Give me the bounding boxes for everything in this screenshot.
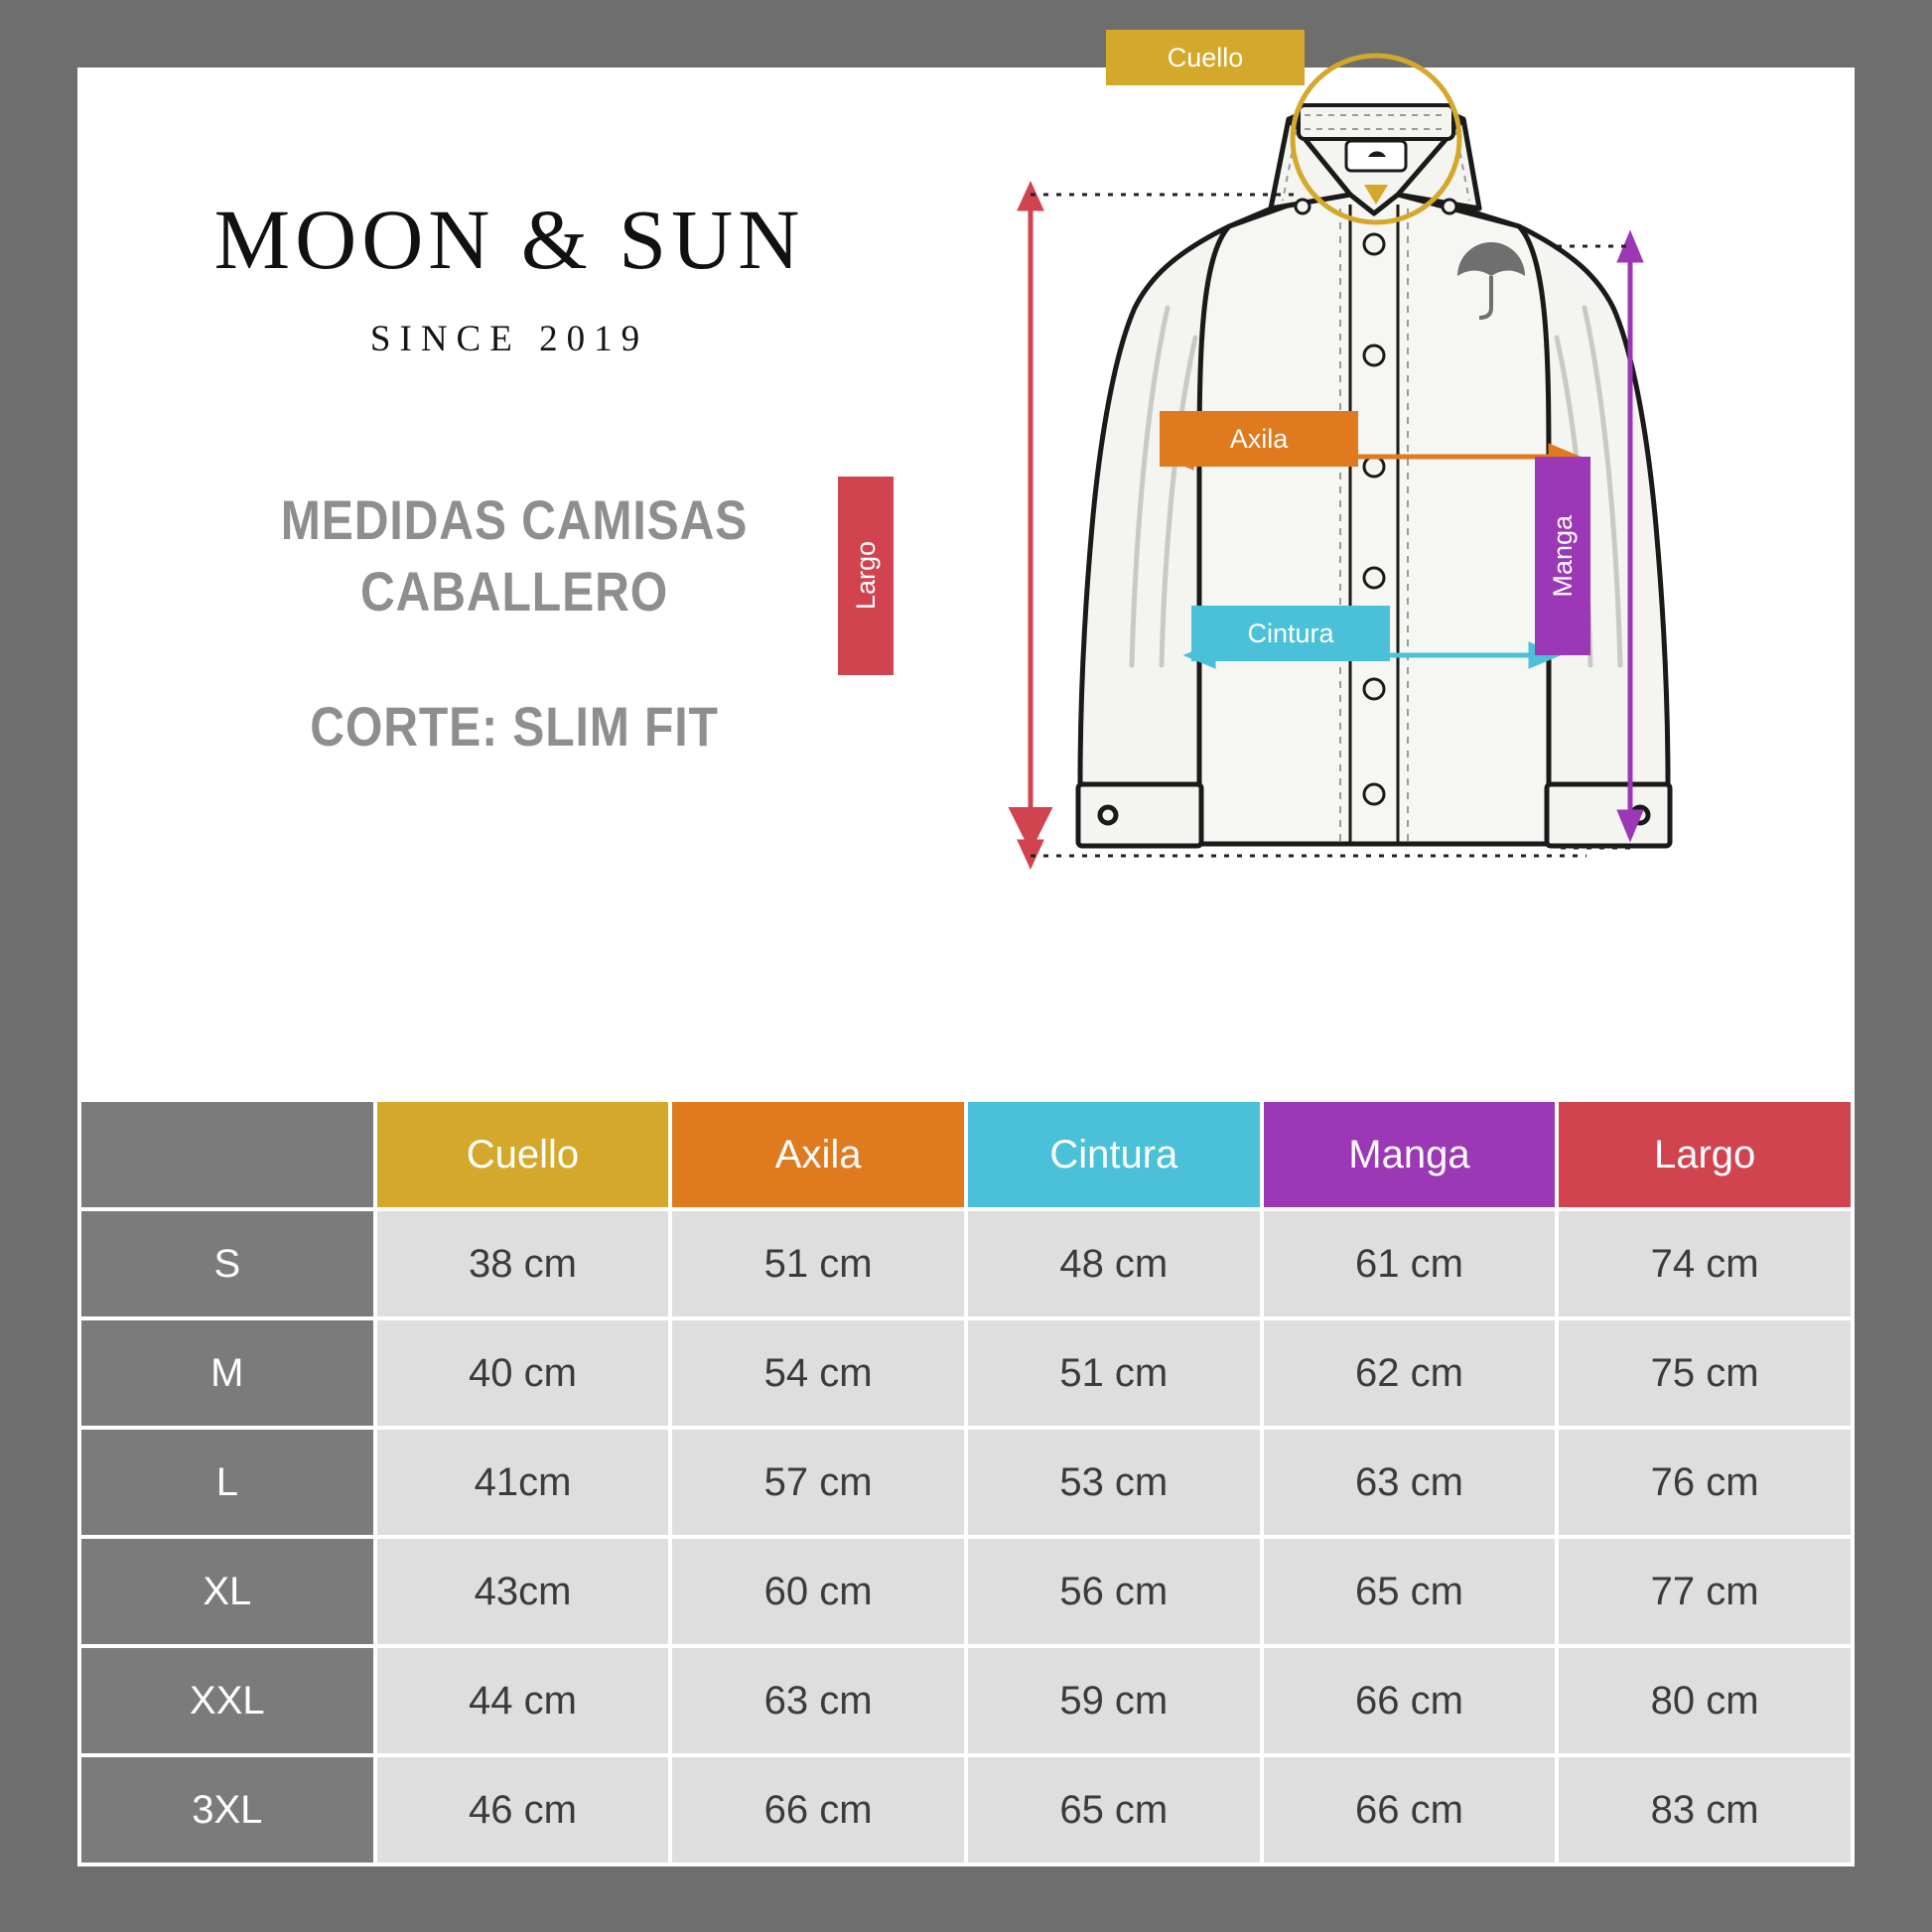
table-header-corner (81, 1102, 373, 1207)
cell-largo: 75 cm (1559, 1320, 1851, 1426)
cell-axila: 57 cm (672, 1430, 964, 1535)
brand-since: SINCE 2019 (369, 319, 649, 359)
shirt-diagram (850, 10, 1855, 1013)
table-row (81, 1757, 1851, 1863)
cell-axila: 51 cm (672, 1211, 964, 1316)
cell-axila: 54 cm (672, 1320, 964, 1426)
row-size: XXL (81, 1648, 373, 1753)
diagram-label-axila (1160, 411, 1358, 467)
diagram-label-largo (838, 477, 894, 675)
cell-cuello: 44 cm (377, 1648, 669, 1753)
cell-cintura: 65 cm (968, 1757, 1260, 1863)
table-header-row (81, 1102, 1851, 1207)
cell-cuello: 40 cm (377, 1320, 669, 1426)
cell-manga: 61 cm (1264, 1211, 1556, 1316)
cell-cuello: 46 cm (377, 1757, 669, 1863)
cell-cintura: 48 cm (968, 1211, 1260, 1316)
title-line-2: CABALLERO (359, 559, 669, 622)
cell-axila: 63 cm (672, 1648, 964, 1753)
top-panel (77, 42, 1855, 1060)
cell-largo: 77 cm (1559, 1539, 1851, 1644)
diagram-label-cintura-text: Cintura (1247, 618, 1334, 648)
measurements-table-wrap (77, 1098, 1855, 1866)
diagram-label-axila-text: Axila (1229, 423, 1289, 454)
row-size: XL (81, 1539, 373, 1644)
cell-manga: 65 cm (1264, 1539, 1556, 1644)
table-header-cuello: Cuello (377, 1102, 669, 1207)
cell-cintura: 56 cm (968, 1539, 1260, 1644)
table-header-cintura: Cintura (968, 1102, 1260, 1207)
row-size: 3XL (81, 1757, 373, 1863)
cell-manga: 66 cm (1264, 1757, 1556, 1863)
diagram-label-cintura (1191, 606, 1390, 661)
table-row (81, 1211, 1851, 1316)
table-header-largo: Largo (1559, 1102, 1851, 1207)
cell-largo: 80 cm (1559, 1648, 1851, 1753)
shirt-illustration (901, 10, 1855, 1013)
table-row (81, 1648, 1851, 1753)
row-size: L (81, 1430, 373, 1535)
cell-axila: 60 cm (672, 1539, 964, 1644)
row-size: S (81, 1211, 373, 1316)
table-header-axila: Axila (672, 1102, 964, 1207)
table-header-manga: Manga (1264, 1102, 1556, 1207)
table-row (81, 1539, 1851, 1644)
title-block (77, 484, 951, 759)
cell-cuello: 41cm (377, 1430, 669, 1535)
cell-cuello: 38 cm (377, 1211, 669, 1316)
cell-manga: 62 cm (1264, 1320, 1556, 1426)
diagram-label-cuello (1106, 30, 1305, 85)
diagram-label-cuello-text: Cuello (1167, 42, 1244, 72)
title-line-1: MEDIDAS CAMISAS (280, 488, 749, 551)
cut-line: CORTE: SLIM FIT (310, 695, 719, 759)
cell-cintura: 53 cm (968, 1430, 1260, 1535)
cell-manga: 63 cm (1264, 1430, 1556, 1535)
cell-manga: 66 cm (1264, 1648, 1556, 1753)
table-row (81, 1430, 1851, 1535)
cell-largo: 83 cm (1559, 1757, 1851, 1863)
diagram-label-manga (1535, 457, 1590, 655)
cell-cuello: 43cm (377, 1539, 669, 1644)
cell-largo: 74 cm (1559, 1211, 1851, 1316)
diagram-label-manga-text: Manga (1547, 514, 1578, 598)
brand-block (77, 192, 941, 360)
diagram-label-largo-text: Largo (850, 541, 881, 611)
cell-cintura: 59 cm (968, 1648, 1260, 1753)
size-chart-sheet (77, 42, 1855, 1866)
row-size: M (81, 1320, 373, 1426)
brand-name: MOON & SUN (213, 192, 805, 287)
cell-axila: 66 cm (672, 1757, 964, 1863)
measurements-table (77, 1098, 1855, 1866)
cell-cintura: 51 cm (968, 1320, 1260, 1426)
cell-largo: 76 cm (1559, 1430, 1851, 1535)
table-row (81, 1320, 1851, 1426)
